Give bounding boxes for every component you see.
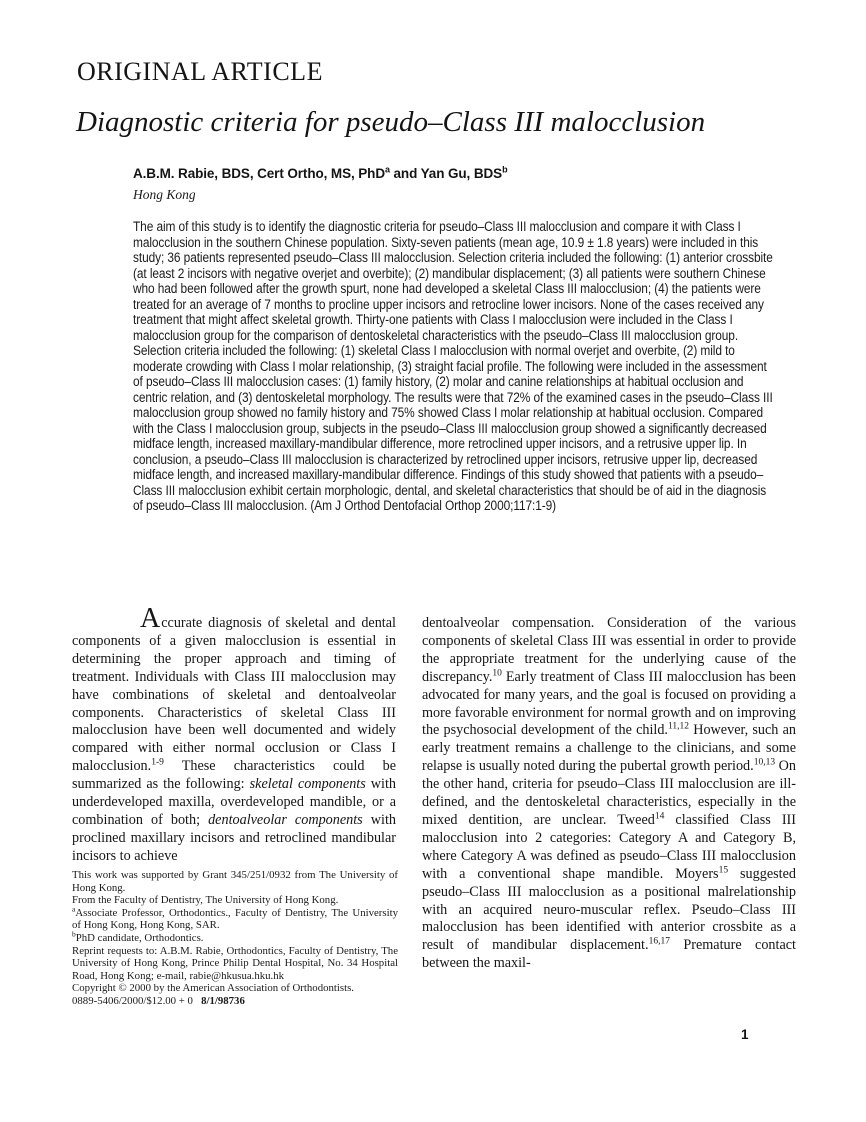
- footnote-issn-code: 0889-5406/2000/$12.00 + 0 8/1/98736: [72, 994, 245, 1007]
- footnote-author-a: $^a$Associate Professor, Orthodontics., Faculty of Dentistry, The University of Hong Kong, Hong Kong, SAR.: [72, 904, 398, 932]
- page-number: 1: [741, 1027, 749, 1042]
- footnote-grant: This work was supported by Grant 345/251/0932 from The University of Hong Kong.: [72, 869, 398, 894]
- abstract-text: The aim of this study is to identify the diagnostic criteria for pseudo–Class III malocclusion and compare it with Class I malocclusion in the southern Chinese population. Sixty-seven patients (mean age, 10.9 ± 1.8 years) were included in this study; 36 patients represented pseudo–Class III malocclusion. Selection criteria included the following: (1) anterior crossbite (at least 2 incisors with negative overjet and overbite); (2) mandibular displacement; (3) all patients were southern Chinese who had been followed after the growth spurt, none had developed a skeletal Class III malocclusion; (4) the patients were treated for an average of 7 months to procline upper incisors and retrocline lower incisors. None of the cases received any treatment that might affect skeletal growth. Thirty-one patients with Class I malocclusion were included in the Class I malocclusion group for the comparison of dentoskeletal characteristics with the pseudo–Class III malocclusion group. Selection criteria included the following: (1) skeletal Class I malocclusion with normal overjet and overbite, (2) mild to moderate crowding with Class I molar relationship, (3) straight facial profile. The following were included in the assessment of pseudo–Class III malocclusion cases: (1) family history, (2) molar and canine relationships at habitual occlusion and centric relation, and (3) dentoskeletal morphology. The results were that 72% of the examined cases in the pseudo–Class III malocclusion group showed no family history and 75% showed Class I molar relationship at habitual occlusion. Compared with the Class I malocclusion group, subjects in the pseudo–Class III malocclusion group showed a significantly decreased midface length, increased maxillary-mandibular difference, more retroclined upper incisors, and a retrusive upper lip. In conclusion, a pseudo–Class III malocclusion is characterized by retroclined upper incisors, retrusive upper lip, decreased midface length, and increased maxillary-mandibular difference. Findings of this study showed that patients with a pseudo–Class III malocclusion exhibit certain morphologic, dental, and skeletal characteristics that should be of aid in the diagnosis of pseudo–Class III malocclusion. (Am J Orthod Dentofacial Orthop 2000;117:1-9): [133, 219, 773, 513]
- footnotes-block: [72, 869, 398, 1008]
- right-column-text: dentoalveolar compensation. Consideration of the various components of skeletal Class III was essential in order to provide the appropriate treatment for the underlying cause of the discrepancy.$^{10}$ Early treatment of Class III malocclusion has been advocated for many years, and the goal is focused on providing a more favorable environment for normal growth and on improving the psychosocial development of the child.$^{11,12}$ However, such an early treatment remains a challenge to the clinicians, and some relapse is usually noted during the pubertal growth period.$^{10,13}$ On the other hand, criteria for pseudo–Class III malocclusion are ill-defined, and the dentoskeletal characteristics, especially in the mixed dentition, are unclear. Tweed$^{14}$ classified Class III malocclusion into 2 categories: Category A and Category B, where Category A was defined as pseudo–Class III malocclusion with a conventional shape mandible. Moyers$^{15}$ suggested pseudo–Class III malocclusion as a positional malrelationship with an acquired neuro-muscular reflex. Pseudo–Class III malocclusion has been identified with anterior crossbite as a result of mandibular displacement.$^{16,17}$ Premature contact between the maxil-: [422, 615, 797, 972]
- footnote-reprint-requests: Reprint requests to: A.B.M. Rabie, Orthodontics, Faculty of Dentistry, The University of Hong Kong, Prince Philip Dental Hospital, No. 34 Hospital Road, Hong Kong; e-mail, rabie@hkusua.hku.hk: [72, 944, 398, 982]
- footnote-author-b: $^b$PhD candidate, Orthodontics.: [72, 929, 204, 944]
- author-line: A.B.M. Rabie, BDS, Cert Ortho, MS, PhD$^a$ and Yan Gu, BDS$^b$: [133, 164, 508, 181]
- author-location: Hong Kong: [133, 187, 196, 202]
- body-column-left: [72, 603, 396, 866]
- drop-cap: A: [140, 603, 162, 634]
- article-title: Diagnostic criteria for pseudo–Class III malocclusion: [76, 106, 706, 138]
- body-column-right: [422, 615, 796, 973]
- footnote-affiliation: From the Faculty of Dentistry, The University of Hong Kong.: [72, 894, 339, 907]
- left-column-text: ccurate diagnosis of skeletal and dental components of a given malocclusion is essential in determining the proper approach and timing of treatment. Individuals with Class III malocclusion may have combinations of skeletal and dentoalveolar components. Characteristics of skeletal Class III malocclusion have been well documented and widely compared with either normal occlusion or Class I malocclusion.$^{1-9}$ These characteristics could be summarized as the following: skeletal components with underdeveloped maxilla, overdeveloped mandible, or a combination of both; dentoalveolar components with proclined maxillary incisors and retroclined mandibular incisors to achieve: [72, 615, 396, 864]
- footnote-copyright: Copyright © 2000 by the American Association of Orthodontists.: [72, 982, 354, 995]
- intro-paragraph: [72, 603, 396, 866]
- article-type-label: ORIGINAL ARTICLE: [77, 57, 323, 86]
